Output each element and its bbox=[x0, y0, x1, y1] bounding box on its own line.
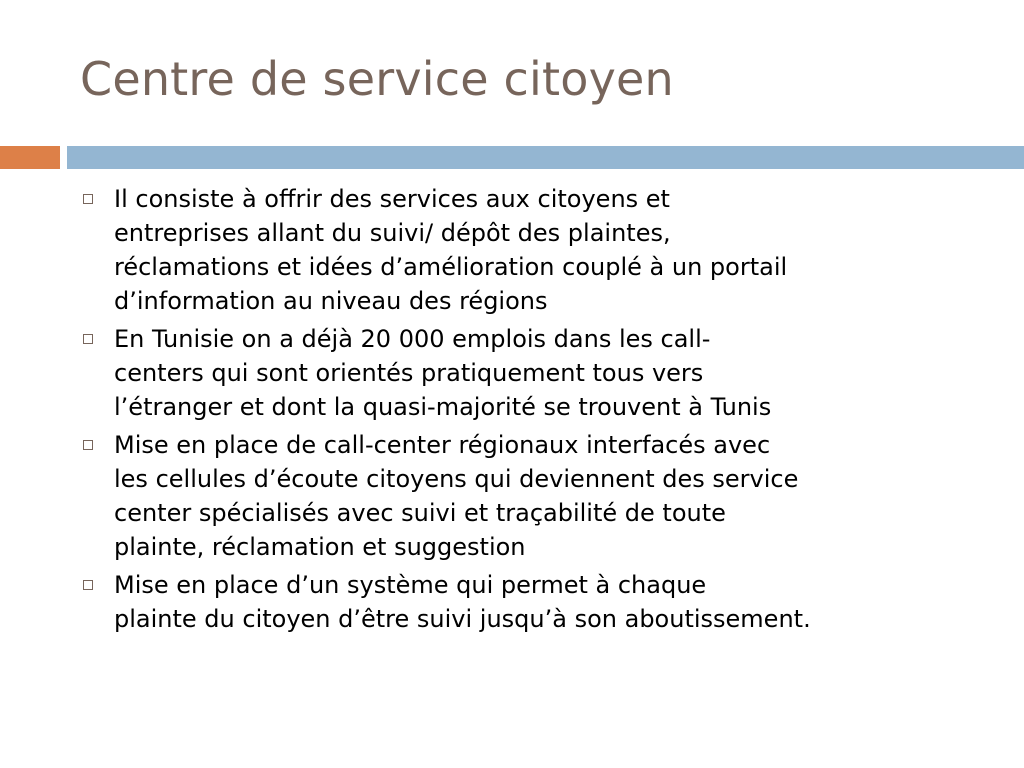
list-item bbox=[80, 428, 1010, 564]
list-item bbox=[80, 568, 1010, 636]
list-item bbox=[80, 322, 1010, 424]
square-bullet-icon bbox=[83, 334, 93, 344]
accent-bar-orange bbox=[0, 146, 60, 169]
list-item bbox=[80, 182, 1010, 318]
list-item-text: En Tunisie on a déjà 20 000 emplois dans les call- centers qui sont orientés pratiquement tous vers l’étranger et dont la quasi-majorité se trouvent à Tunis bbox=[114, 325, 772, 421]
accent-bar-blue bbox=[67, 146, 1024, 169]
slide-title: Centre de service citoyen bbox=[80, 52, 674, 106]
square-bullet-icon bbox=[83, 580, 93, 590]
square-bullet-icon bbox=[83, 194, 93, 204]
list-item-text: Il consiste à offrir des services aux citoyens et entreprises allant du suivi/ dépôt des plaintes, réclamations et idées d’amélioration couplé à un portail d’information au niveau des régions bbox=[114, 185, 788, 315]
bullet-list bbox=[80, 182, 1010, 640]
square-bullet-icon bbox=[83, 440, 93, 450]
list-item-text: Mise en place de call-center régionaux interfacés avec les cellules d’écoute citoyens qui deviennent des service center spécialisés avec suivi et traçabilité de toute plainte, réclamation et suggestion bbox=[114, 431, 799, 561]
list-item-text: Mise en place d’un système qui permet à chaque plainte du citoyen d’être suivi jusqu’à son aboutissement. bbox=[114, 571, 811, 633]
